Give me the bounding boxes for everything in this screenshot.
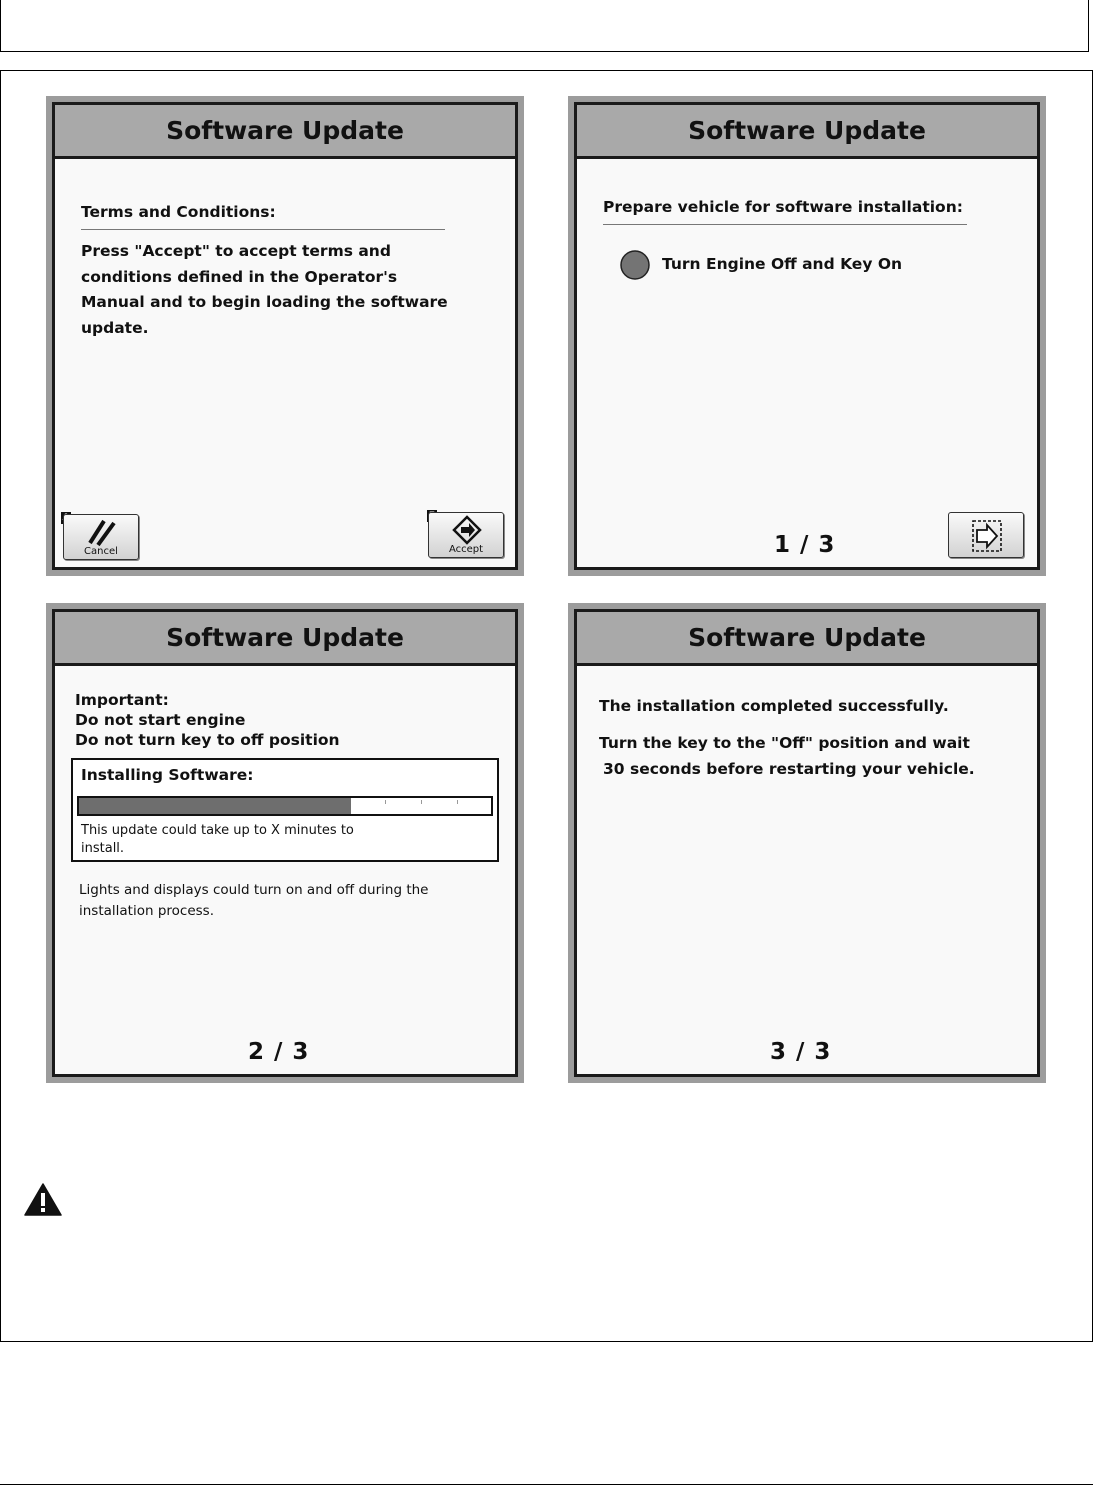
progress-fill bbox=[79, 798, 351, 814]
warning-triangle-icon bbox=[24, 1183, 62, 1216]
cancel-button[interactable] bbox=[63, 514, 139, 560]
prepare-heading: Prepare vehicle for software installation: bbox=[603, 198, 963, 216]
next-arrow-icon bbox=[949, 513, 1025, 559]
bottom-rule bbox=[0, 1484, 1093, 1485]
accept-button[interactable] bbox=[428, 512, 504, 558]
cancel-slash-icon bbox=[64, 515, 140, 549]
next-button[interactable] bbox=[948, 512, 1024, 558]
cancel-label: Cancel bbox=[84, 546, 118, 557]
success-message: The installation completed successfully. bbox=[599, 697, 949, 715]
terms-heading: Terms and Conditions: bbox=[81, 203, 276, 221]
heading-divider bbox=[603, 224, 967, 225]
important-notice: Important: Do not start engine Do not turn key to off position bbox=[75, 691, 340, 749]
screen-title: Software Update bbox=[577, 612, 1037, 666]
screen-title: Software Update bbox=[55, 105, 515, 159]
progress-note: This update could take up to X minutes to install. bbox=[81, 823, 354, 856]
heading-divider bbox=[81, 229, 445, 230]
page-indicator: 1 / 3 bbox=[774, 532, 836, 558]
terms-body: Press "Accept" to accept terms and conditions defined in the Operator's Manual and to begin loading the software update. bbox=[81, 242, 448, 337]
lights-note: Lights and displays could turn on and off during the installation process. bbox=[79, 882, 429, 919]
page-indicator: 3 / 3 bbox=[770, 1039, 832, 1065]
installing-panel bbox=[71, 758, 499, 862]
accept-arrow-icon bbox=[429, 513, 505, 547]
page-indicator: 2 / 3 bbox=[248, 1039, 310, 1065]
screen-installing bbox=[46, 603, 524, 1083]
screen-complete bbox=[568, 603, 1046, 1083]
step-text: Turn Engine Off and Key On bbox=[662, 255, 903, 273]
header-box bbox=[0, 0, 1089, 52]
screen-title: Software Update bbox=[577, 105, 1037, 159]
installing-label: Installing Software: bbox=[81, 766, 254, 784]
status-circle-icon bbox=[619, 249, 651, 281]
screen-prepare bbox=[568, 96, 1046, 576]
screen-terms bbox=[46, 96, 524, 576]
screen-title: Software Update bbox=[55, 612, 515, 666]
restart-instruction: Turn the key to the "Off" position and wait 30 seconds before restarting your vehicle. bbox=[599, 734, 975, 778]
progress-bar bbox=[77, 796, 493, 816]
accept-label: Accept bbox=[448, 544, 484, 555]
